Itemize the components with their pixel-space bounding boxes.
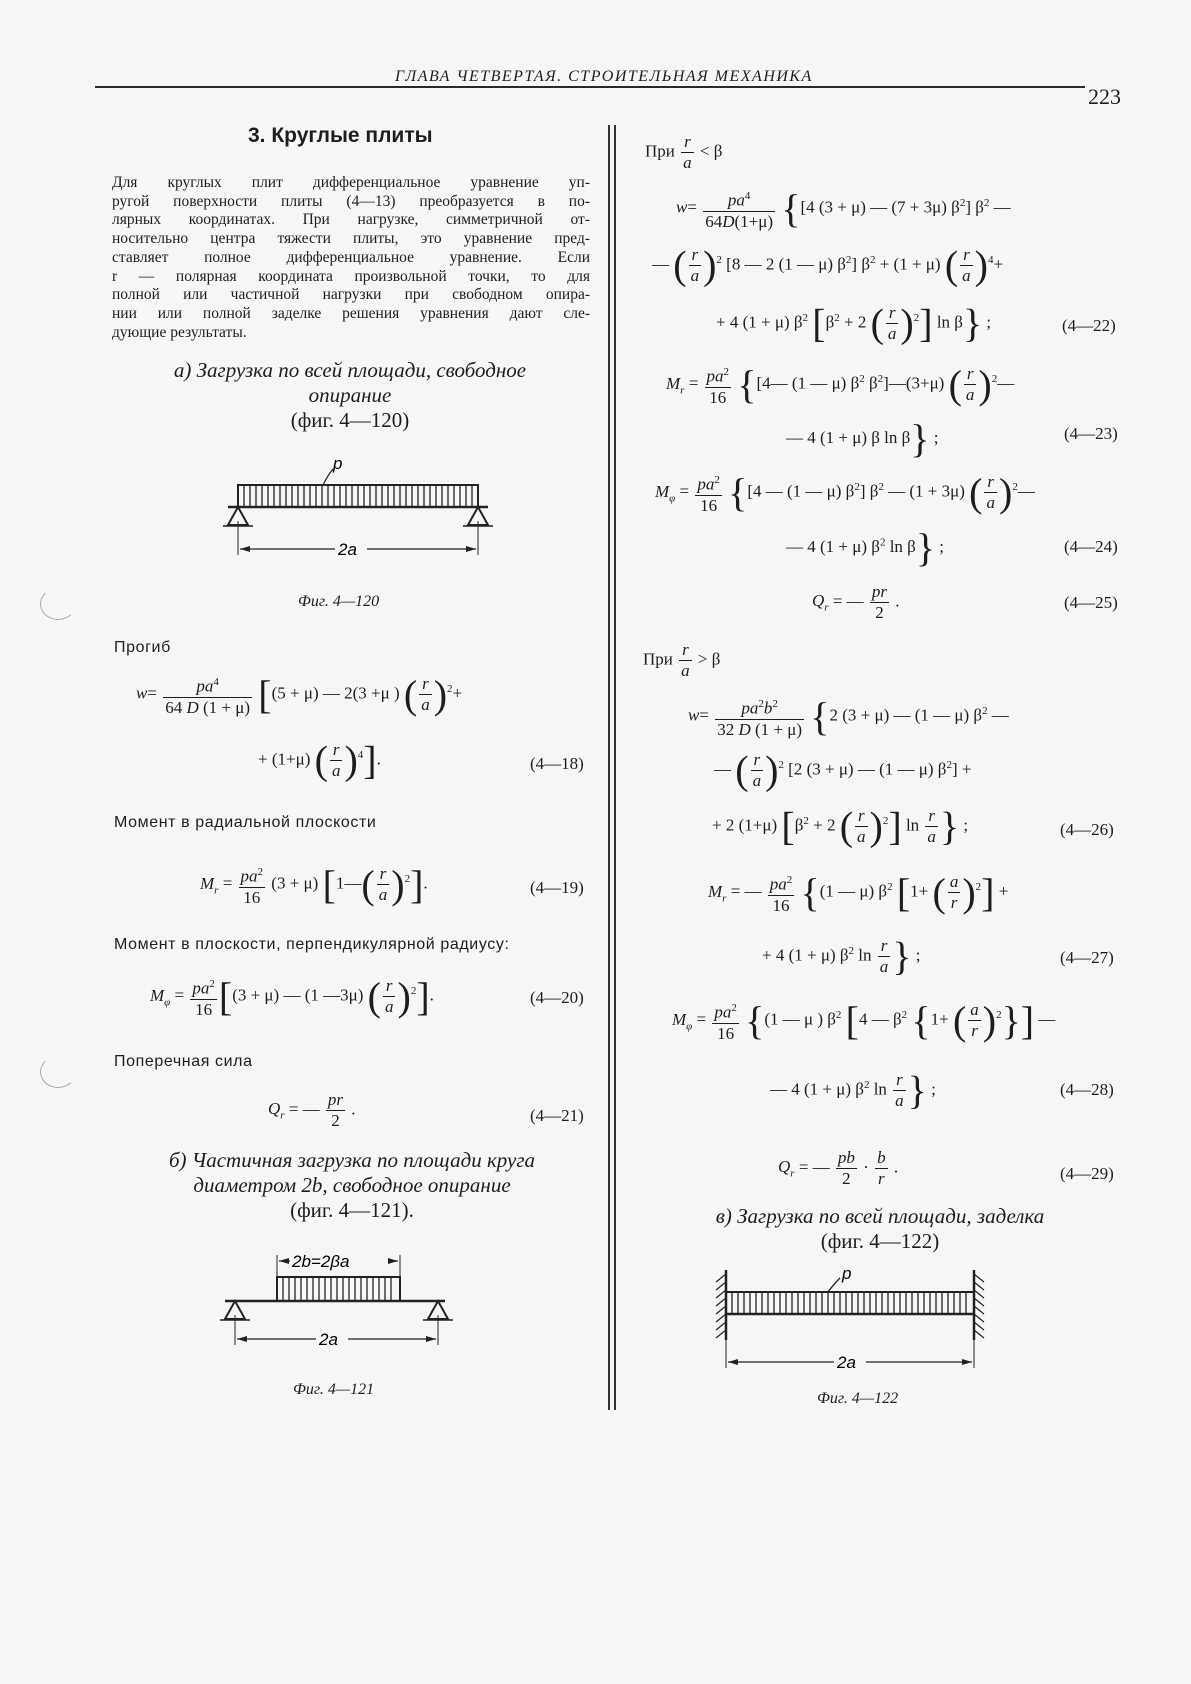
figure-4-121 bbox=[220, 1245, 470, 1360]
eqnum-4-19: (4—19) bbox=[530, 878, 584, 897]
deflection-label: Прогиб bbox=[114, 639, 171, 656]
fig-4-121-span-label: 2a bbox=[319, 1330, 338, 1349]
equation-4-21: $Q_r$ = — $\frac{pr}{2}$ . bbox=[268, 1090, 356, 1130]
fig-4-122-load-label: p bbox=[842, 1268, 852, 1283]
page-number: 223 bbox=[1088, 84, 1121, 109]
text-line: ругой поверхности плиты (4—13) преобразуется в по- bbox=[112, 192, 590, 210]
equation-4-26-line1: w= $\frac{pa^2b^2}{32 D (1 + \mu)}$ {2 (3 + μ) — (1 — μ) $\beta^2$ — bbox=[688, 693, 1009, 739]
fig-4-120-caption: Фиг. 4—120 bbox=[298, 593, 380, 610]
equation-4-29: $Q_r$ = — $\frac{pb}{2}$ · $\frac{b}{r}$ . bbox=[778, 1148, 899, 1188]
equation-4-27-line1: $M_r$ = — $\frac{pa^2}{16}$ {(1 — μ) $\beta^2$ [1+ ( $\frac{a}{r}$ )$^2$] + bbox=[708, 869, 1009, 915]
case-c-figref: (фиг. 4—122) bbox=[820, 1229, 940, 1253]
figure-4-120 bbox=[220, 455, 500, 565]
case-c-title: в) Загрузка по всей площади, заделка bbox=[715, 1204, 1045, 1228]
moment-radial-label: Момент в радиальной плоскости bbox=[114, 814, 377, 831]
fig-4-120-span-label: 2a bbox=[338, 540, 357, 559]
case-b-title-line1: б) Частичная загрузка по площади круга bbox=[168, 1148, 536, 1172]
fig-4-122-caption: Фиг. 4—122 bbox=[817, 1390, 899, 1407]
case-a-figref: (фиг. 4—120) bbox=[290, 408, 410, 432]
text-line: ставляет полное дифференциальное уравнение. Если bbox=[112, 248, 590, 266]
eqnum-4-23: (4—23) bbox=[1064, 424, 1118, 443]
fig-4-121-caption: Фиг. 4—121 bbox=[293, 1381, 375, 1398]
case-b-heading bbox=[112, 1148, 592, 1223]
running-head: ГЛАВА ЧЕТВЕРТАЯ. СТРОИТЕЛЬНАЯ МЕХАНИКА bbox=[395, 68, 813, 85]
equation-4-24-line2: — 4 (1 + μ) $\beta^2$ ln β} ; bbox=[786, 525, 944, 570]
equation-4-18-line2: + (1+μ) ( $\frac{r}{a}$ )$^4$]. bbox=[258, 737, 381, 783]
column-divider bbox=[608, 125, 610, 1410]
column-divider bbox=[614, 125, 616, 1410]
equation-4-19: $M_r$ = $\frac{pa^2}{16}$ (3 + μ) [1—( $\frac{r}{a}$ )$^2$]. bbox=[200, 861, 428, 907]
equation-4-23-line1: $M_r$ = $\frac{pa^2}{16}$ {[4— (1 — μ) $\beta^2$ $\beta^2]—(3+\mu)$ ( $\frac{r}{a}$ )$^2$— bbox=[666, 361, 1015, 407]
case-c-heading bbox=[650, 1204, 1110, 1254]
punch-hole bbox=[40, 588, 76, 620]
condition-1-label: При bbox=[645, 141, 675, 161]
equation-4-26-line2: — ( $\frac{r}{a}$ )$^2$ [2 (3 + μ) — (1 — μ) $\beta^2$] + bbox=[714, 747, 972, 793]
eqnum-4-26: (4—26) bbox=[1060, 820, 1114, 839]
text-line: Для круглых плит дифференциальное уравнение уп- bbox=[112, 174, 590, 191]
eqnum-4-25: (4—25) bbox=[1064, 593, 1118, 612]
eqnum-4-28: (4—28) bbox=[1060, 1080, 1114, 1099]
eqnum-4-20: (4—20) bbox=[530, 988, 584, 1007]
text-line: полной или частичной нагрузки при свободном опира- bbox=[112, 286, 590, 304]
equation-4-22-line3: + 4 (1 + μ) $\beta^2$ [$\beta^2 + 2$ ( $\frac{r}{a}$ )$^2$] ln β} ; bbox=[716, 300, 992, 346]
equation-4-22-line1: w= $\frac{pa^4}{64D(1+\mu)}$ {[4 (3 + μ) — (7 + 3μ) $\beta^2$] $\beta^2$ — bbox=[676, 185, 1011, 231]
equation-4-26-line3: + 2 (1+μ) [$\beta^2 + 2$ ( $\frac{r}{a}$ )$^2$] ln $\frac{r}{a}$ } ; bbox=[712, 803, 969, 849]
equation-4-18-line1: w= $\frac{pa^4}{64 D (1 + \mu)}$ [(5 + μ) — 2(3 +μ ) ( $\frac{r}{a}$ )$^2$+ bbox=[136, 671, 463, 717]
figure-4-122 bbox=[710, 1268, 990, 1378]
intro-paragraph bbox=[112, 174, 590, 342]
eqnum-4-27: (4—27) bbox=[1060, 948, 1114, 967]
shear-label: Поперечная сила bbox=[114, 1053, 253, 1070]
case-a-heading bbox=[110, 358, 590, 433]
equation-4-23-line2: — 4 (1 + μ) β ln β} ; bbox=[786, 416, 939, 461]
condition-2-label: При bbox=[643, 649, 673, 669]
text-line: лярных координатах. При нагрузке, симметричной от- bbox=[112, 211, 590, 229]
fig-4-122-span-label: 2a bbox=[837, 1353, 856, 1372]
equation-4-25: $Q_r$ = — $\frac{pr}{2}$ . bbox=[812, 582, 900, 622]
equation-4-20: $M_\varphi$ = $\frac{pa^2}{16}$ [(3 + μ) — (1 —3μ) ( $\frac{r}{a}$ )$^2$]. bbox=[150, 973, 434, 1019]
eqnum-4-29: (4—29) bbox=[1060, 1164, 1114, 1183]
equation-4-22-line2: — ( $\frac{r}{a}$ )$^2$ [8 — 2 (1 — μ) $\beta^2$] $\beta^2 + (1 + \mu)$ ( $\frac{r}{a}$ )$^4$+ bbox=[652, 242, 1004, 288]
equation-4-24-line1: $M_\varphi$ = $\frac{pa^2}{16}$ {[4 — (1 — μ) $\beta^2$] $\beta^2$ — (1 + 3μ) ( $\frac{r}{a}$ )$^2$— bbox=[655, 469, 1035, 515]
eqnum-4-18: (4—18) bbox=[530, 754, 584, 773]
condition-2: При $\frac{r}{a}$ > β bbox=[643, 640, 721, 680]
condition-1: При $\frac{r}{a}$ < β bbox=[645, 132, 723, 172]
text-line: r — полярная координата произвольной точки, то для bbox=[112, 267, 590, 285]
equation-4-28-line1: $M_\varphi$ = $\frac{pa^2}{16}$ {(1 — μ ) $\beta^2$ [4 — $\beta^2$ {1+ ( $\frac{a}{r}$ )$^2$}] — bbox=[672, 997, 1056, 1043]
fig-4-120-load-label: p bbox=[333, 455, 343, 473]
text-line: нии или полной заделке решения уравнения дают сле- bbox=[112, 304, 590, 322]
case-b-figref: (фиг. 4—121). bbox=[290, 1198, 414, 1222]
section-title: 3. Круглые плиты bbox=[248, 124, 433, 147]
punch-hole bbox=[40, 1056, 76, 1088]
text-line: дующие результаты. bbox=[112, 323, 247, 341]
equation-4-28-line2: — 4 (1 + μ) $\beta^2$ ln $\frac{r}{a}$ } ; bbox=[770, 1067, 936, 1113]
eqnum-4-22: (4—22) bbox=[1062, 316, 1116, 335]
header-rule bbox=[95, 86, 1085, 88]
case-a-title-line1: а) Загрузка по всей площади, свободное bbox=[173, 358, 527, 382]
case-b-title-line2: диаметром 2b, свободное опирание bbox=[193, 1173, 511, 1197]
case-a-title-line2: опирание bbox=[308, 383, 392, 407]
moment-perp-label: Момент в плоскости, перпендикулярной радиусу: bbox=[114, 936, 510, 953]
fig-4-121-load-label: 2b=2βa bbox=[292, 1252, 350, 1271]
equation-4-27-line2: + 4 (1 + μ) $\beta^2$ ln $\frac{r}{a}$ } ; bbox=[762, 933, 921, 979]
text-line: носительно центра тяжести плиты, это уравнение пред- bbox=[112, 230, 590, 248]
eqnum-4-21: (4—21) bbox=[530, 1106, 584, 1125]
eqnum-4-24: (4—24) bbox=[1064, 537, 1118, 556]
